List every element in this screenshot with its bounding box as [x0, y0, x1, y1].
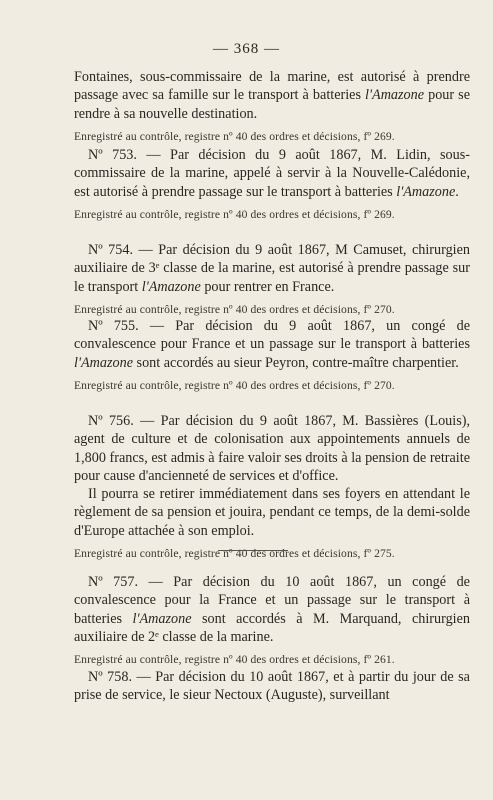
register-note: Enregistré au contrôle, registre nº 40 des ordres et décisions, fº 269.: [74, 129, 395, 143]
page-number: — 368 —: [213, 41, 280, 57]
entry-754: [74, 241, 470, 317]
entry-758: [74, 668, 470, 705]
register-note: Enregistré au contrôle, registre nº 40 des ordres et décisions, fº 270.: [74, 378, 395, 392]
entry-text: Nº 753. — Par décision du 9 août 1867, M. Lidin, sous-commissaire de la marine, appelé à servir à la Nouvelle-Calédonie, est autorisé à prendre passage sur le transport à batteries l'Amazone.: [74, 147, 470, 200]
entry-number: Nº 753.: [88, 147, 137, 163]
entry-756: [74, 412, 470, 561]
register-note: Enregistré au contrôle, registre nº 40 des ordres et décisions, fº 261.: [74, 653, 395, 667]
continuation-text: Fontaines, sous-commissaire de la marine, est autorisé à prendre passage avec sa famille sur le transport à batteries l'Amazone pour se rendre à sa nouvelle destination.: [74, 69, 470, 122]
entry-number: Nº 755.: [88, 318, 139, 334]
entry-text: Nº 757. — Par décision du 10 août 1867, un congé de convalescence pour la France et un passage sur le transport à batteries l'Amazone sont accordés à M. Marquand, chirurgien auxiliaire de 2ᵉ classe de la marine.: [74, 574, 470, 645]
entry-number: Nº 754.: [88, 242, 133, 258]
entry-paragraph: Il pourra se retirer immédiatement dans ses foyers en attendant le règlement de sa pension et jouira, pendant ce temps, de la demi-solde d'Europe attachée à son emploi.: [74, 486, 470, 539]
entry-text: Nº 756. — Par décision du 9 août 1867, M. Bassières (Louis), agent de culture et de colonisation aux appointements annuels de 1,800 francs, est admis à faire valoir ses droits à la pension de retraite pour cause d'ancienneté de services et d'office.: [74, 413, 470, 484]
section-divider: [218, 550, 288, 551]
entry-number: Nº 758.: [88, 669, 132, 685]
entry-text: Nº 755. — Par décision du 9 août 1867, un congé de convalescence pour France et un passage sur le transport à batteries l'Amazone sont accordés au sieur Peyron, contre-maître charpentier.: [74, 318, 470, 371]
entry-text: Nº 758. — Par décision du 10 août 1867, et à partir du jour de sa prise de service, le sieur Nectoux (Auguste), surveillant: [74, 669, 470, 704]
register-note: Enregistré au contrôle, registre nº 40 des ordres et décisions, fº 275.: [74, 547, 395, 561]
register-note: Enregistré au contrôle, registre nº 40 des ordres et décisions, fº 269.: [74, 207, 395, 221]
entry-753: [74, 146, 470, 222]
entry-text: Nº 754. — Par décision du 9 août 1867, M Camuset, chirurgien auxiliaire de 3ᵉ classe de la marine, est autorisé à prendre passage sur le transport l'Amazone pour rentrer en France.: [74, 242, 470, 295]
entry-755: [74, 317, 470, 393]
entry-number: Nº 756.: [88, 413, 134, 429]
entry-number: Nº 757.: [88, 574, 139, 590]
register-note: Enregistré au contrôle, registre nº 40 des ordres et décisions, fº 270.: [74, 302, 395, 316]
continuation-block: [74, 68, 470, 144]
entry-757: [74, 573, 470, 667]
